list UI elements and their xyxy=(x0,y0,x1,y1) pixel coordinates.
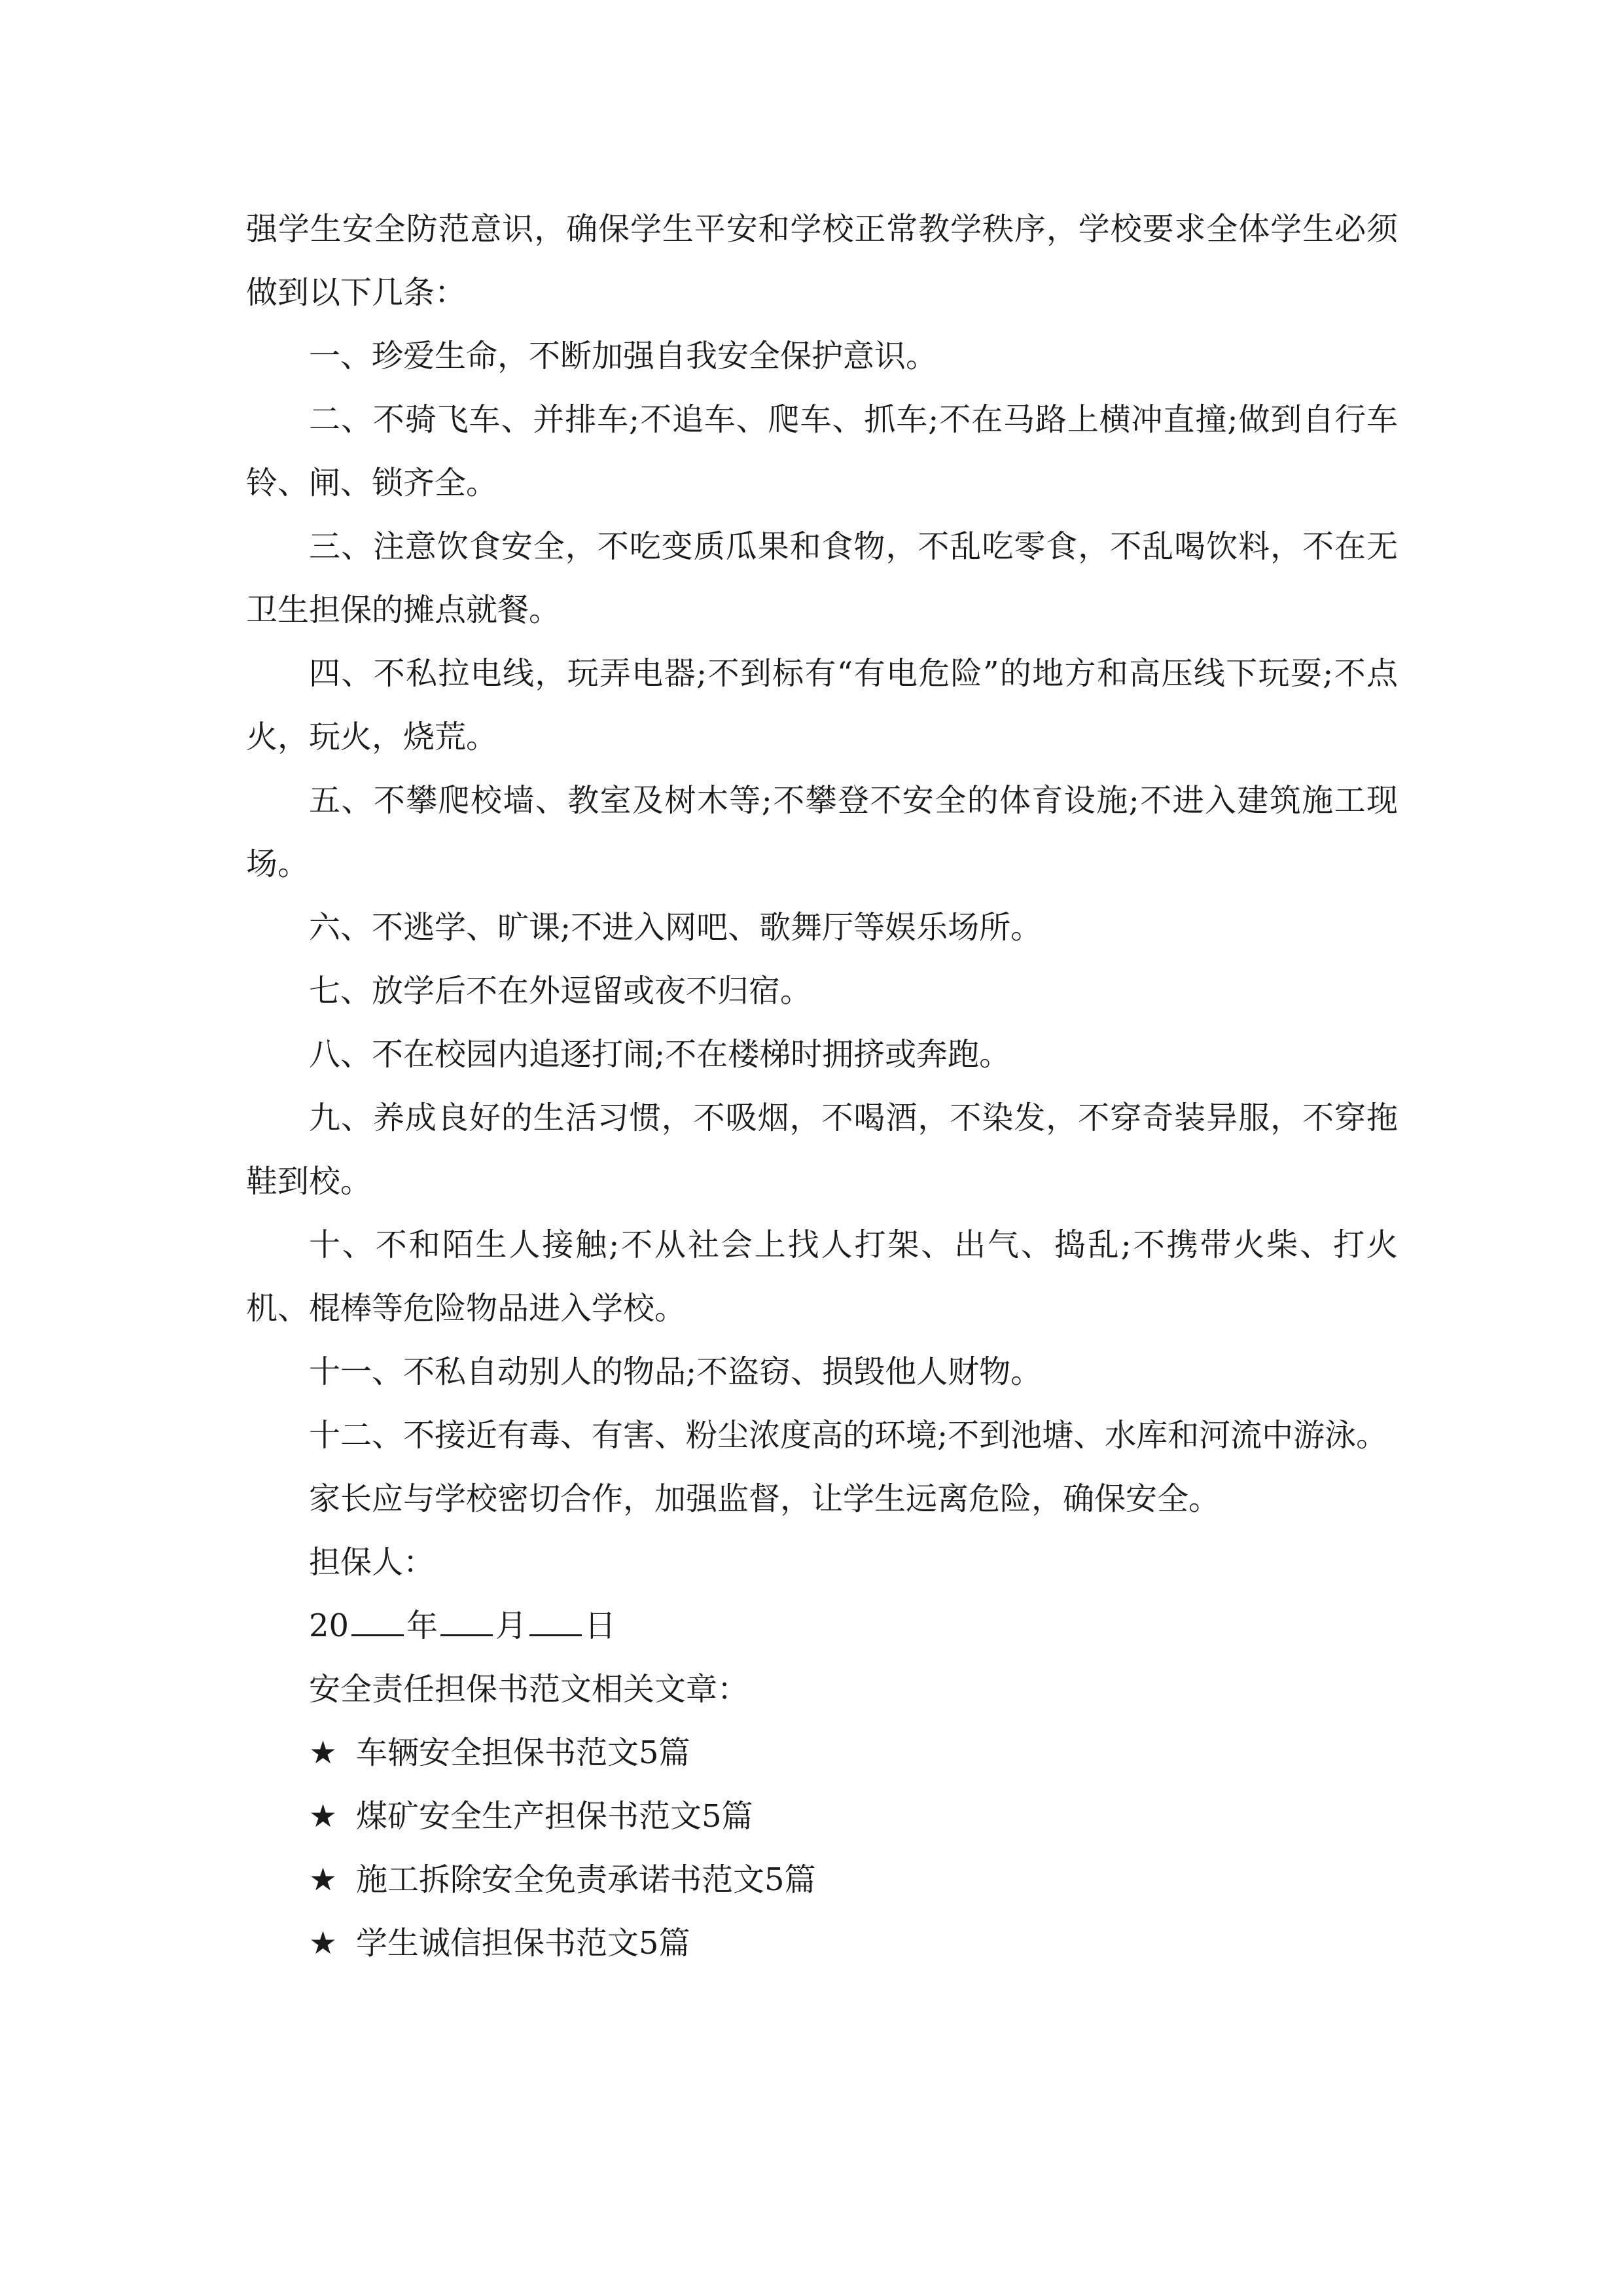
related-link-3[interactable] xyxy=(246,1848,1398,1912)
related-link-label: 学生诚信担保书范文5篇 xyxy=(356,1925,690,1962)
rule-7: 七、放学后不在外逗留或夜不归宿。 xyxy=(309,973,812,1009)
guarantor-label: 担保人： xyxy=(309,1544,435,1581)
rule-2: 二、不骑飞车、并排车;不追车、爬车、抓车;不在马路上横冲直撞;做到自行车铃、闸、锁齐全。 xyxy=(246,401,1398,501)
rule-12: 十二、不接近有毒、有害、粉尘浓度高的环境;不到池塘、水库和河流中游泳。 xyxy=(309,1417,1388,1454)
date-line xyxy=(246,1594,1398,1658)
related-link-4[interactable] xyxy=(246,1912,1398,1975)
document-body xyxy=(246,198,1398,1975)
date-year: 年 xyxy=(406,1607,438,1644)
rule-3: 三、注意饮食安全，不吃变质瓜果和食物，不乱吃零食，不乱喝饮料，不在无卫生担保的摊点就餐。 xyxy=(246,528,1398,628)
day-blank xyxy=(529,1608,582,1636)
rule-10: 十、不和陌生人接触;不从社会上找人打架、出气、捣乱;不携带火柴、打火机、棍棒等危险物品进入学校。 xyxy=(246,1227,1398,1327)
month-blank xyxy=(440,1608,493,1636)
star-icon: ★ xyxy=(309,1798,338,1835)
closing-paragraph: 家长应与学校密切合作，加强监督，让学生远离危险，确保安全。 xyxy=(309,1480,1221,1517)
date-year-prefix: 20 xyxy=(309,1607,349,1644)
rule-9: 九、养成良好的生活习惯，不吸烟，不喝酒，不染发，不穿奇装异服，不穿拖鞋到校。 xyxy=(246,1100,1398,1200)
year-blank xyxy=(351,1608,404,1636)
related-link-label: 施工拆除安全免责承诺书范文5篇 xyxy=(356,1861,816,1898)
star-icon: ★ xyxy=(309,1861,338,1898)
rule-11: 十一、不私自动别人的物品;不盗窃、损毁他人财物。 xyxy=(309,1354,1043,1390)
intro-paragraph: 强学生安全防范意识，确保学生平安和学校正常教学秩序，学校要求全体学生必须做到以下几条： xyxy=(246,211,1398,311)
date-day: 日 xyxy=(584,1607,616,1644)
rule-1: 一、珍爱生命，不断加强自我安全保护意识。 xyxy=(309,338,938,374)
related-heading: 安全责任担保书范文相关文章： xyxy=(309,1671,749,1708)
star-icon: ★ xyxy=(309,1734,338,1771)
rule-6: 六、不逃学、旷课;不进入网吧、歌舞厅等娱乐场所。 xyxy=(309,909,1043,946)
rule-5: 五、不攀爬校墙、教室及树木等;不攀登不安全的体育设施;不进入建筑施工现场。 xyxy=(246,782,1398,882)
date-month: 月 xyxy=(495,1607,527,1644)
rule-4: 四、不私拉电线，玩弄电器;不到标有“有电危险”的地方和高压线下玩耍;不点火，玩火，烧荒。 xyxy=(246,655,1398,755)
related-link-label: 车辆安全担保书范文5篇 xyxy=(356,1734,690,1771)
rule-8: 八、不在校园内追逐打闹;不在楼梯时拥挤或奔跑。 xyxy=(309,1036,1011,1073)
related-link-label: 煤矿安全生产担保书范文5篇 xyxy=(356,1798,753,1835)
related-link-2[interactable] xyxy=(246,1785,1398,1848)
related-link-1[interactable] xyxy=(246,1721,1398,1785)
star-icon: ★ xyxy=(309,1925,338,1962)
